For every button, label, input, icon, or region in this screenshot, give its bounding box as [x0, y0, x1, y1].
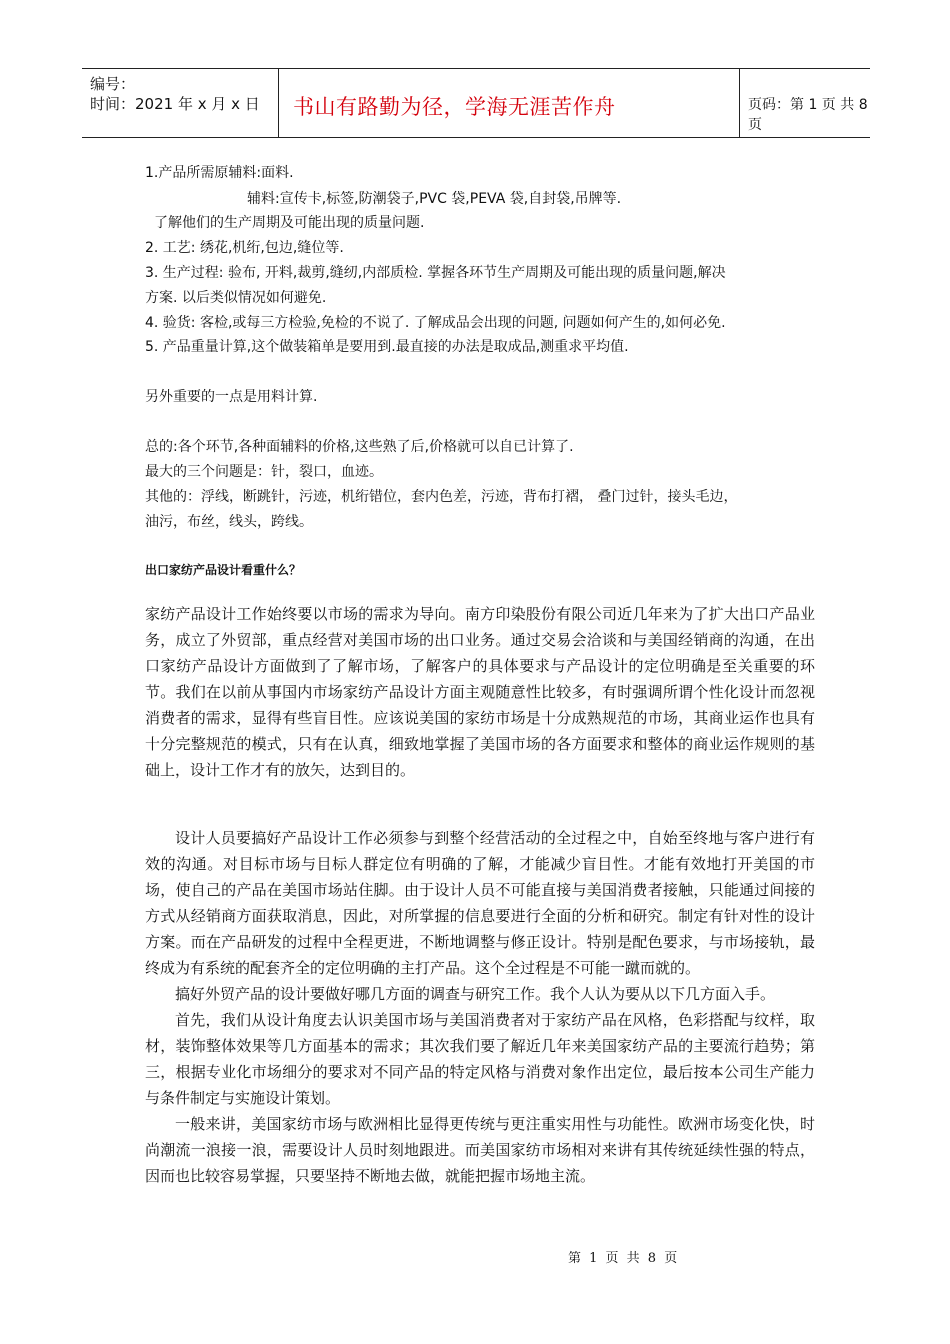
paragraph-2-text: 设计人员要搞好产品设计工作必须参与到整个经营活动的全过程之中，自始至终地与客户进行有效的沟通。对目标市场与目标人群定位有明确的了解，才能减少盲目性。才能有效地打开美国的市场，使自己的产品在美国市场站住脚。由于设计人员不可能直接与美国消费者接触，只能通过间接的方式从经销商方面获取消息，因此，对所掌握的信息要进行全面的分析和研究。制定有针对性的设计方案。而在产品研发的过程中全程更进，不断地调整与修正设计。特别是配色要求，与市场接轨，最终成为有系统的配套齐全的定位明确的主打产品。这个全过程是不可能一蹴而就的。 [145, 829, 815, 977]
page-footer: 第 1 页 共 8 页 [568, 1251, 678, 1266]
list-line-5: 3. 生产过程: 验布, 开料,裁剪,缝纫,内部质检. 掌握各环节生产周期及可能出现的质量问题,解决 [145, 265, 726, 281]
summary-line-2: 最大的三个问题是：针，裂口，血迹。 [145, 464, 383, 480]
list-line-3: 了解他们的生产周期及可能出现的质量问题. [154, 215, 425, 231]
header-page-info: 页码：第 1 页 共 8 页 [748, 97, 868, 133]
paragraph-1-text: 家纺产品设计工作始终要以市场的需求为导向。南方印染股份有限公司近几年来为了扩大出口产品业务，成立了外贸部，重点经营对美国市场的出口业务。通过交易会洽谈和与美国经销商的沟通，在出口家纺产品设计方面做到了了解市场，了解客户的具体要求与产品设计的定位明确是至关重要的环节。我们在以前从事国内市场家纺产品设计方面主观随意性比较多，有时强调所谓个性化设计而忽视消费者的需求，显得有些盲目性。应该说美国的家纺市场是十分成熟规范的市场，其商业运作也具有十分完整规范的模式，只有在认真，细致地掌握了美国市场的各方面要求和整体的商业运作规则的基础上，设计工作才有的放矢，达到目的。 [145, 605, 815, 779]
list-line-2: 辅料:宣传卡,标签,防潮袋子,PVC 袋,PEVA 袋,自封袋,吊牌等. [247, 191, 622, 207]
motto: 书山有路勤为径，学海无涯苦作舟 [293, 95, 616, 119]
time-label: 时间：2021 年 x 月 x 日 [90, 95, 260, 113]
header-motto-cell [279, 69, 740, 137]
number-label: 编号： [90, 75, 136, 93]
note-material: 另外重要的一点是用料计算. [145, 389, 318, 405]
header-table [82, 68, 870, 138]
paragraph-3-text: 搞好外贸产品的设计要做好哪几方面的调查与研究工作。我个人认为要从以下几方面入手。 [175, 985, 776, 1003]
list-line-6: 方案. 以后类似情况如何避免. [145, 290, 327, 306]
list-line-1: 1.产品所需原辅料:面料. [145, 165, 294, 181]
paragraph-1 [145, 601, 815, 783]
list-line-7: 4. 验货: 客检,或每三方检验,免检的不说了. 了解成品会出现的问题, 问题如何产生的,如何必免. [145, 315, 726, 331]
header-page-cell [740, 69, 870, 137]
summary-line-4: 油污，布丝，线头，跨线。 [145, 514, 313, 530]
paragraph-4-text: 首先，我们从设计角度去认识美国市场与美国消费者对于家纺产品在风格，色彩搭配与纹样，取材，装饰整体效果等几方面基本的需求；其次我们要了解近几年来美国家纺产品的主要流行趋势；第三，根据专业化市场细分的要求对不同产品的特定风格与消费对象作出定位，最后按本公司生产能力与条件制定与实施设计策划。 [145, 1011, 815, 1107]
list-line-8: 5. 产品重量计算,这个做装箱单是要用到.最直接的办法是取成品,测重求平均值. [145, 339, 629, 355]
paragraph-block-2 [145, 825, 815, 1189]
summary-line-3: 其他的：浮线，断跳针，污迹，机绗错位，套内色差，污迹，背布打褶， 叠门过针，接头毛边， [145, 489, 738, 505]
section-heading: 出口家纺产品设计看重什么？ [145, 563, 302, 577]
paragraph-5-text: 一般来讲，美国家纺市场与欧洲相比显得更传统与更注重实用性与功能性。欧洲市场变化快，时尚潮流一浪接一浪，需要设计人员时刻地跟进。而美国家纺市场相对来讲有其传统延续性强的特点，因而也比较容易掌握，只要坚持不断地去做，就能把握市场地主流。 [145, 1115, 815, 1185]
list-line-4: 2. 工艺: 绣花,机绗,包边,缝位等. [145, 240, 344, 256]
summary-line-1: 总的:各个环节,各种面辅料的价格,这些熟了后,价格就可以自已计算了. [145, 439, 574, 455]
header-left-cell [82, 69, 279, 137]
